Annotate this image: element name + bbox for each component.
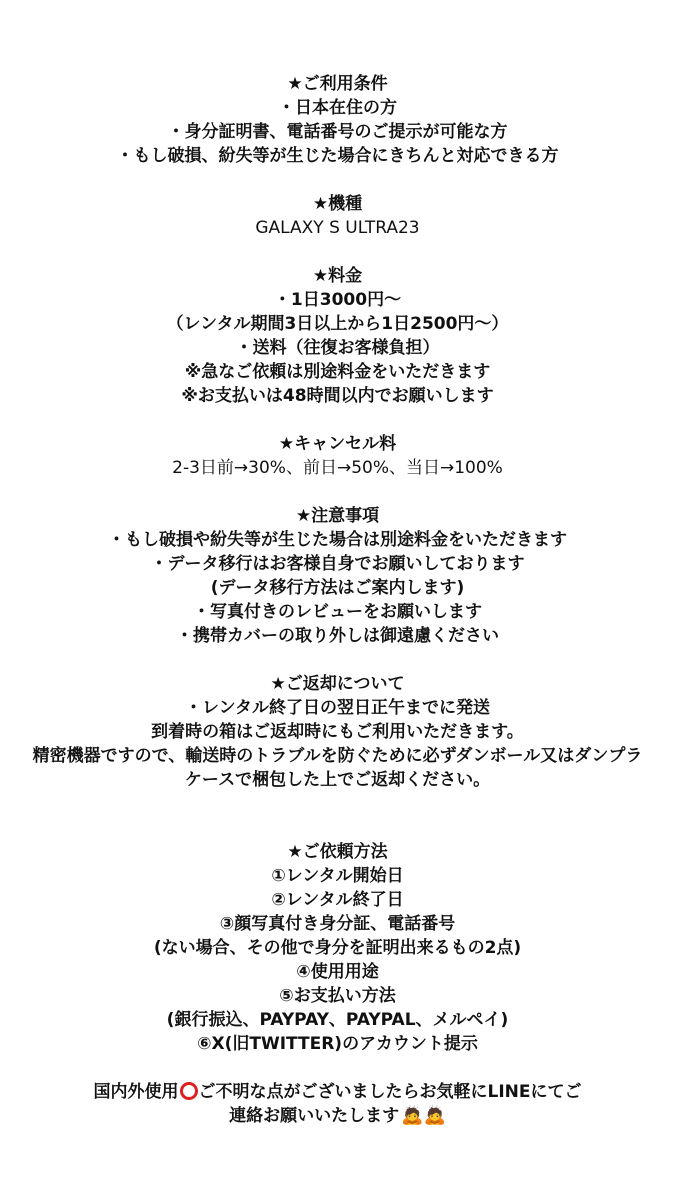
footer-prefix: 国内外使用: [93, 1082, 179, 1102]
section-gap: [0, 1056, 675, 1080]
footer-line-1: [0, 1080, 675, 1104]
cancel-fee-text: 2-3日前→30%、前日→50%、当日→100%: [172, 458, 503, 478]
request-item: ②レンタル終了日: [271, 890, 404, 910]
red-circle-icon: [180, 1082, 198, 1100]
pricing-item: ・送料（往復お客様負担）: [235, 338, 440, 358]
return-heading: ★ご返却について: [270, 674, 405, 694]
request-item: ①レンタル開始日: [271, 866, 404, 886]
request-item: ④使用用途: [296, 962, 379, 982]
return-item: ・レンタル終了日の翌日正午までに発送: [185, 698, 490, 718]
rental-terms-document: [0, 72, 675, 1128]
footer-line1-rest: ご不明な点がございましたらお気軽にLINEにてご: [198, 1082, 582, 1102]
conditions-item: ・身分証明書、電話番号のご提示が可能な方: [167, 122, 508, 142]
bowing-person-icon: 🙇🙇: [401, 1105, 446, 1126]
conditions-item: ・もし破損、紛失等が生じた場合にきちんと対応できる方: [116, 146, 559, 166]
conditions-heading: ★ご利用条件: [287, 74, 388, 94]
request-item: (銀行振込、PAYPAY、PAYPAL、メルペイ): [166, 1010, 509, 1030]
return-item-wrapped: 精密機器ですので、輸送時のトラブルを防ぐために必ずダンボール又はダンプラケースで梱包した上でご返却ください。: [32, 746, 643, 790]
request-item: ⑤お支払い方法: [279, 986, 396, 1006]
pricing-heading: ★料金: [312, 266, 363, 286]
model-heading: ★機種: [312, 194, 363, 214]
notes-item: ・もし破損や紛失等が生じた場合は別途料金をいただきます: [108, 530, 567, 550]
conditions-item: ・日本在住の方: [278, 98, 397, 118]
pricing-item: ※急なご依頼は別途料金をいただきます: [184, 362, 491, 382]
section-gap: [0, 408, 675, 432]
notes-item: ・データ移行はお客様自身でお願いしております: [150, 554, 525, 574]
cancel-heading: ★キャンセル料: [278, 434, 397, 454]
pricing-item: ※お支払いは48時間以内でお願いします: [181, 386, 494, 406]
return-item: 到着時の箱はご返却時にもご利用いただきます。: [151, 722, 524, 742]
pricing-item: ・1日3000円〜: [273, 290, 402, 310]
section-gap: [0, 648, 675, 672]
notes-item: ・写真付きのレビューをお願いします: [193, 602, 482, 622]
section-gap: [0, 240, 675, 264]
section-gap: [0, 792, 675, 840]
footer-line2-text: 連絡お願いいたします: [229, 1106, 400, 1126]
pricing-item: （レンタル期間3日以上から1日2500円〜）: [166, 314, 509, 334]
request-heading: ★ご依頼方法: [287, 842, 388, 862]
section-gap: [0, 168, 675, 192]
notes-heading: ★注意事項: [295, 506, 380, 526]
request-item: ③顔写真付き身分証、電話番号: [219, 914, 456, 934]
notes-item: ・携帯カバーの取り外しは御遠慮ください: [176, 626, 499, 646]
footer-line-2: [0, 1104, 675, 1128]
section-gap: [0, 480, 675, 504]
model-name: GALAXY S ULTRA23: [255, 218, 420, 238]
request-item: ⑥X(旧TWITTER)のアカウント提示: [197, 1034, 478, 1054]
notes-item: (データ移行方法はご案内します): [210, 578, 465, 598]
request-item: (ない場合、その他で身分を証明出来るもの2点): [153, 938, 522, 958]
